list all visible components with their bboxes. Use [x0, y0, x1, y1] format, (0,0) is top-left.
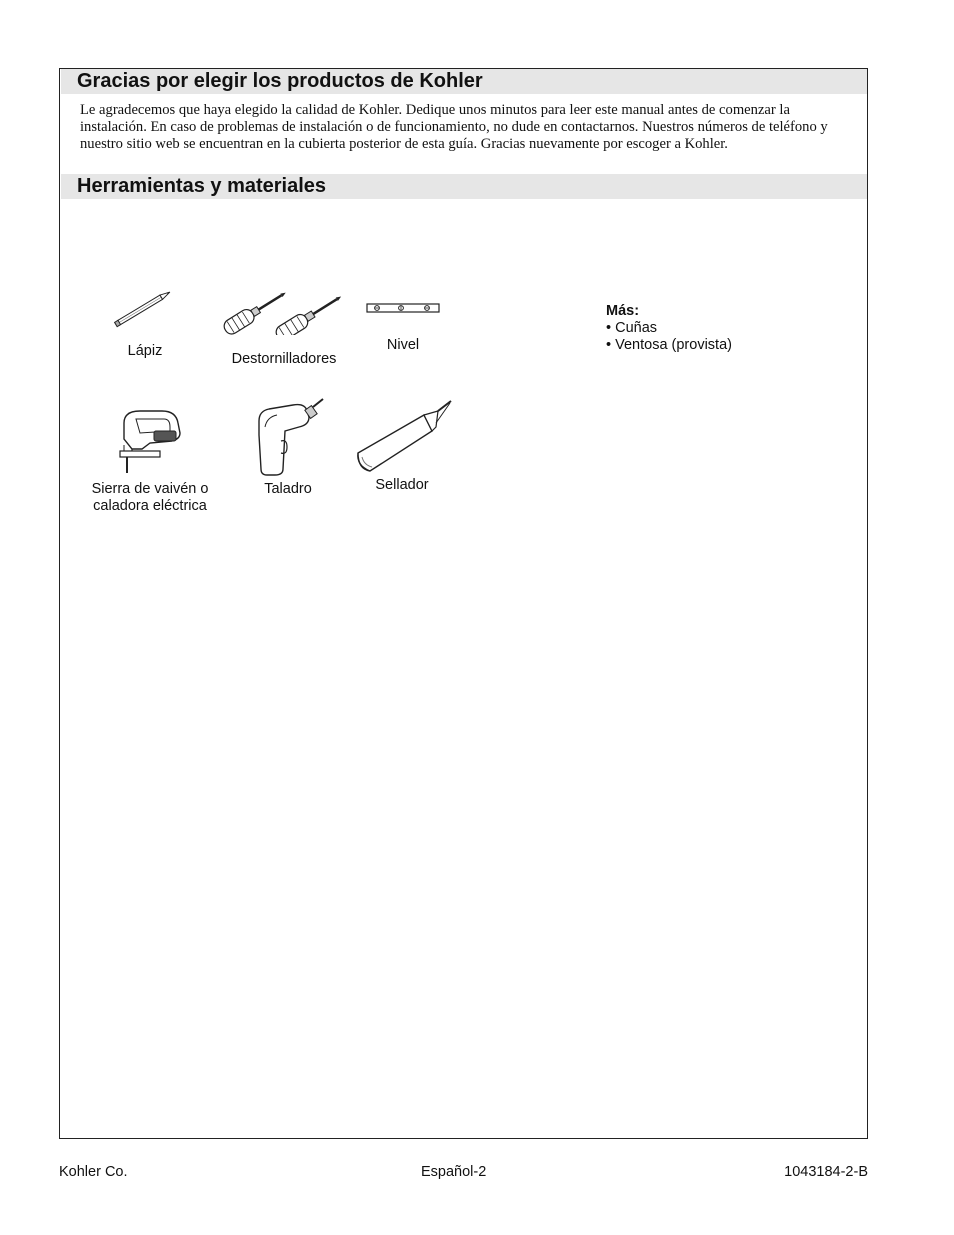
footer-page-number: Español-2: [421, 1164, 487, 1180]
more-title: Más:: [606, 303, 640, 319]
tool-label-screwdrivers: Destornilladores: [231, 351, 337, 367]
more-item: • Ventosa (provista): [606, 337, 732, 353]
more-materials: [606, 303, 732, 354]
tool-drill: [238, 397, 338, 498]
tool-label-drill: Taladro: [264, 481, 312, 497]
footer-company: Kohler Co.: [59, 1164, 128, 1180]
level-icon: [365, 301, 441, 315]
tool-label-sealant: Sellador: [375, 477, 429, 493]
tool-label-level: Nivel: [386, 337, 420, 353]
sealant-tube-icon: [352, 399, 452, 475]
tool-label-pencil: Lápiz: [127, 343, 163, 359]
footer-document-id: 1043184-2-B: [784, 1164, 868, 1180]
tool-label-jigsaw: Sierra de vaivén o caladora eléctrica: [91, 481, 209, 514]
screwdrivers-icon: [219, 277, 349, 335]
tool-pencil: [100, 285, 190, 360]
section-title-tools: Herramientas y materiales: [61, 174, 867, 199]
tool-sealant: [352, 399, 452, 494]
tool-jigsaw: [80, 405, 220, 515]
tool-level: [363, 301, 443, 354]
pencil-icon: [110, 285, 180, 329]
tool-screwdrivers: [214, 277, 354, 368]
page-frame: [59, 68, 868, 1139]
jigsaw-icon: [110, 405, 190, 477]
section-title-thanks: Gracias por elegir los productos de Kohler: [61, 69, 867, 94]
drill-icon: [251, 397, 325, 477]
more-item: • Cuñas: [606, 320, 658, 336]
intro-paragraph: Le agradecemos que haya elegido la calidad de Kohler. Dedique unos minutos para leer este manual antes de comenzar la instalación. En caso de problemas de instalación o de funcionamiento, no dude en contactarnos. Nuestros números de teléfono y nuestro sitio web se encuentran en la cubierta posterior de esta guía. Gracias nuevamente por escoger a Kohler.: [80, 102, 828, 152]
